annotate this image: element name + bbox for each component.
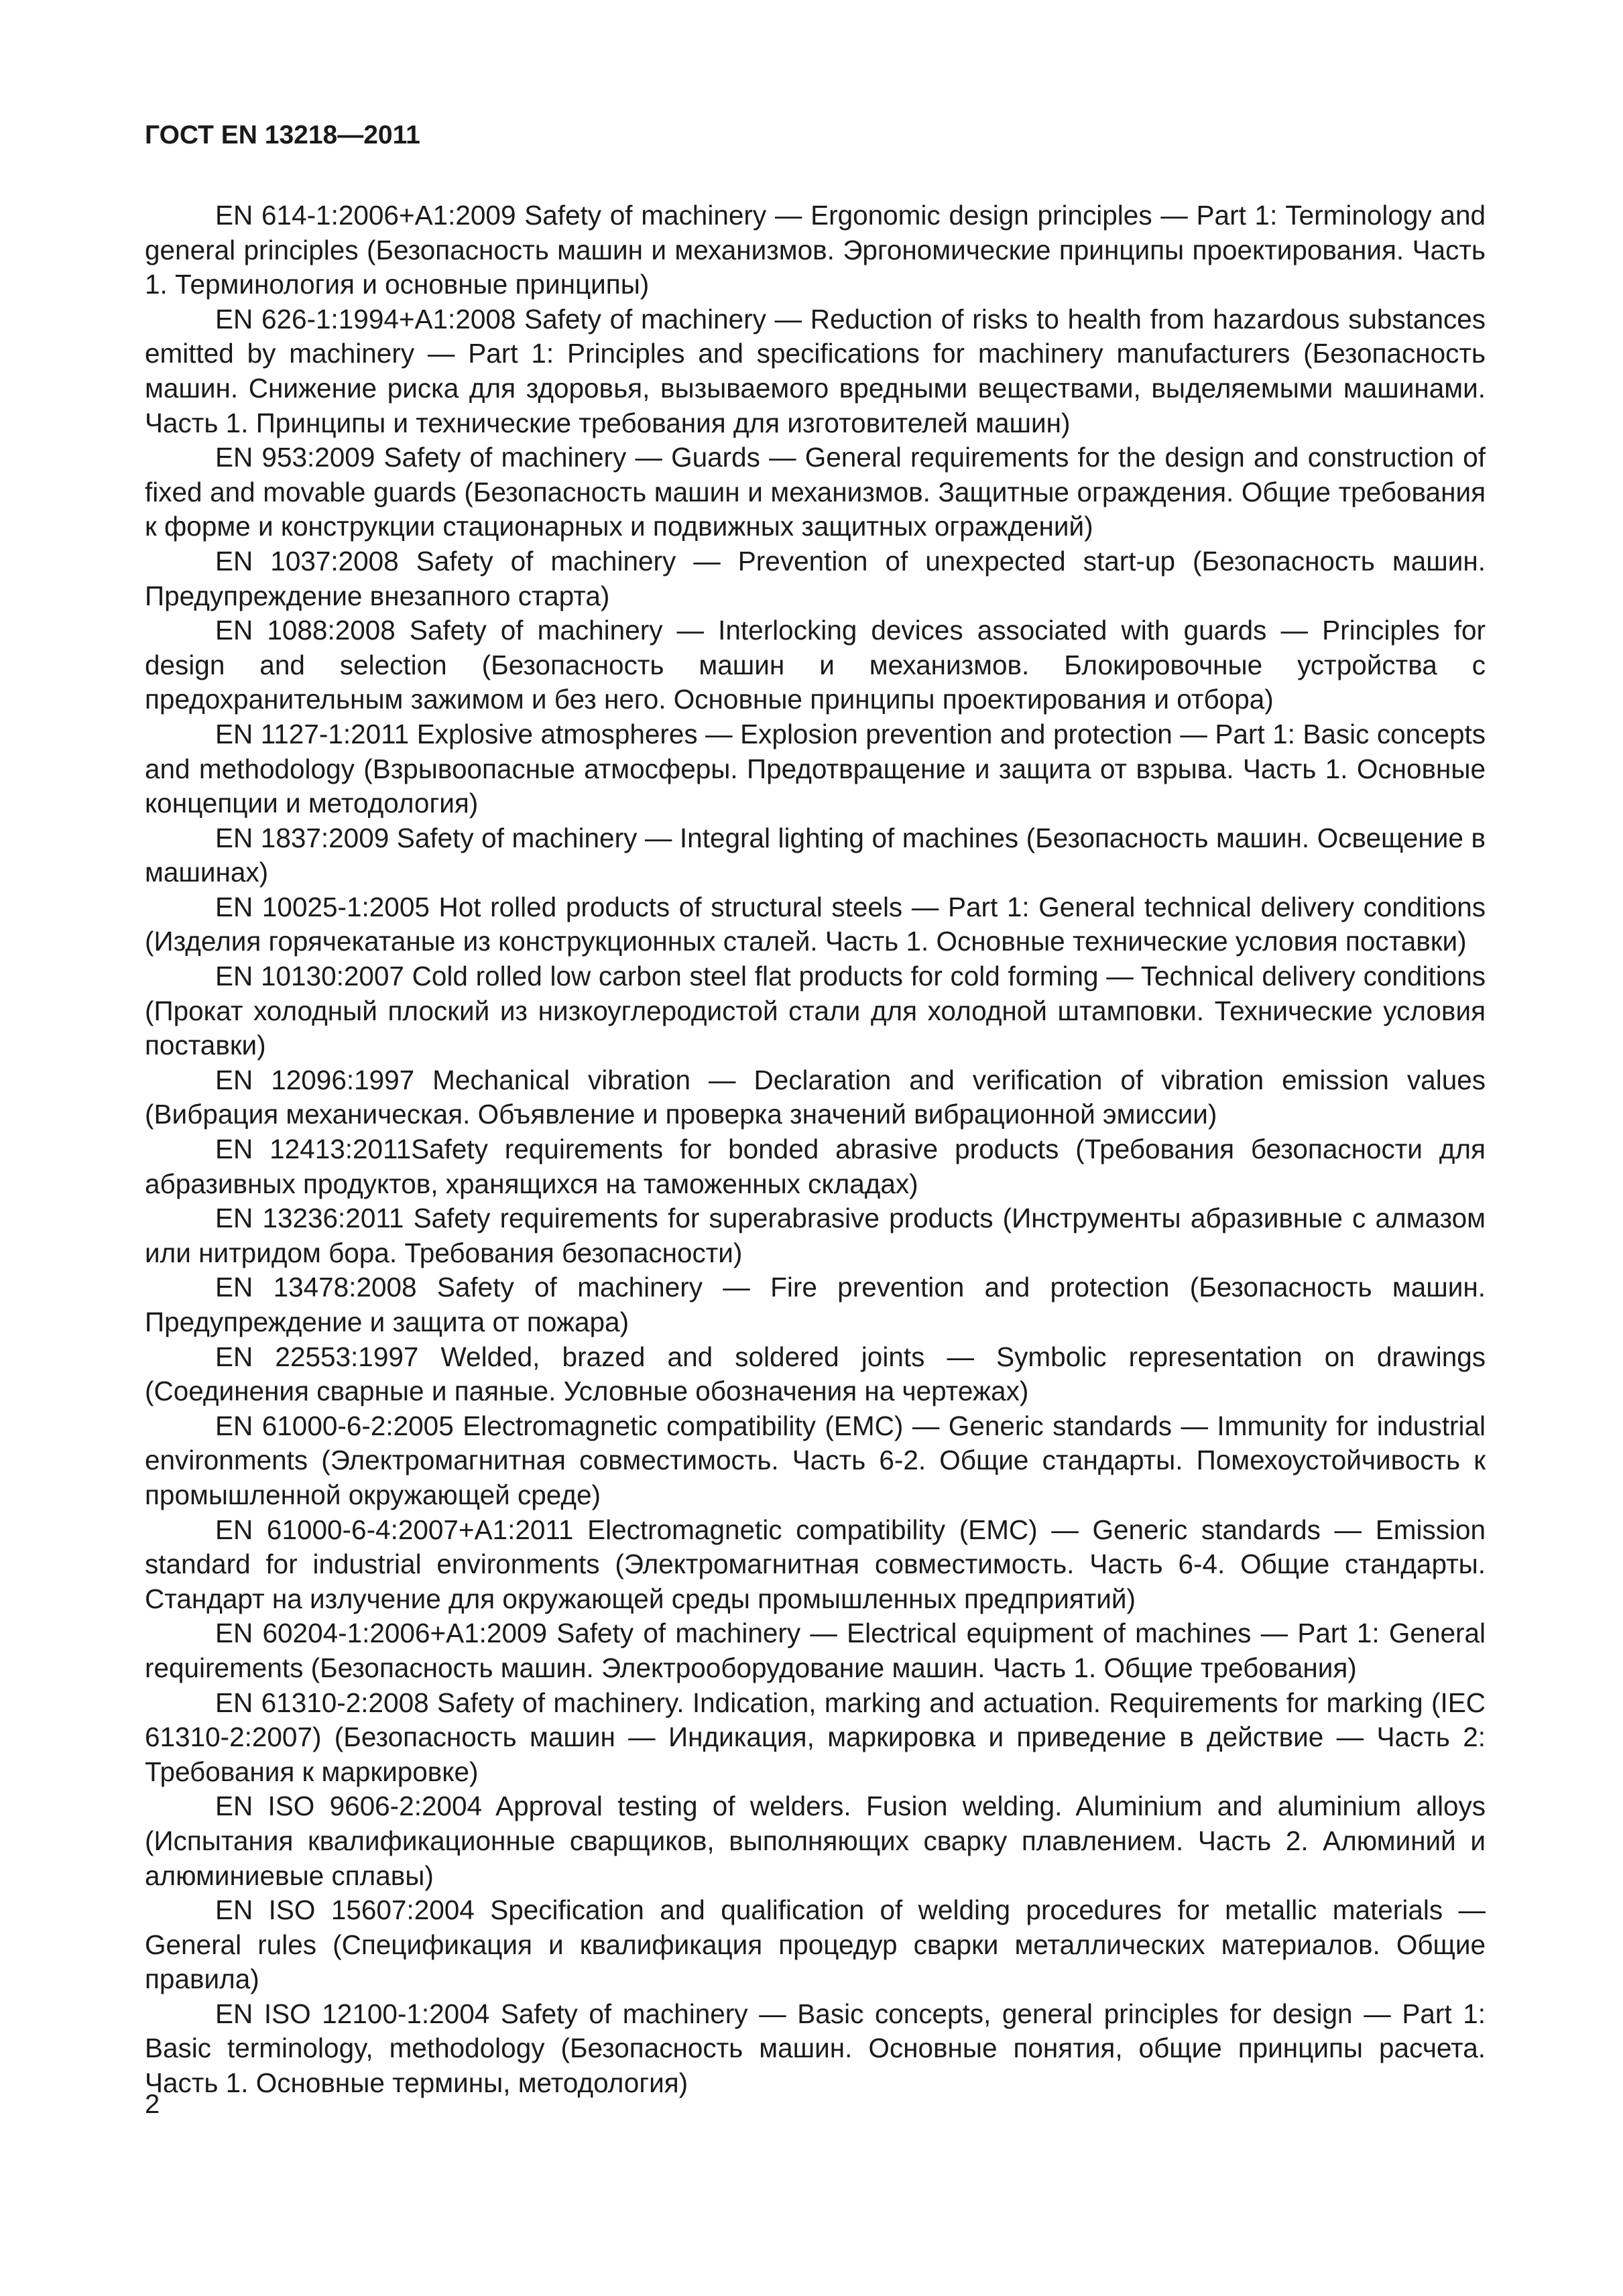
reference-entry: EN 12096:1997 Mechanical vibration — Declaration and verification of vibration emission values (Вибрация механическая. Объявление и проверка значений вибрационной эмиссии) bbox=[145, 1064, 1486, 1130]
reference-entry: EN 13236:2011 Safety requirements for superabrasive products (Инструменты абразивные с алмазом или нитридом бора. Требования безопасности) bbox=[145, 1203, 1486, 1268]
reference-entry: EN 61000-6-2:2005 Electromagnetic compatibility (EMC) — Generic standards — Immunity for industrial environments (Электромагнитная совместимость. Часть 6-2. Общие стандарты. Помехоустойчивость к промышленной окружающей среде) bbox=[145, 1410, 1486, 1510]
document-header bbox=[145, 121, 420, 150]
reference-entry: EN 1837:2009 Safety of machinery — Integral lighting of machines (Безопасность машин. Освещение в машинах) bbox=[145, 822, 1486, 888]
reference-entry: EN 953:2009 Safety of machinery — Guards — General requirements for the design and construction of fixed and movable guards (Безопасность машин и механизмов. Защитные ограждения. Общие требования к форме и конструкции стационарных и подвижных защитных ограждений) bbox=[145, 442, 1486, 542]
reference-entry: EN 61000-6-4:2007+A1:2011 Electromagnetic compatibility (EMC) — Generic standards — Emission standard for industrial environments (Электромагнитная совместимость. Часть 6-4. Общие стандарты. Стандарт на излучение для окружающей среды промышленных предприятий) bbox=[145, 1514, 1486, 1614]
reference-entry: EN ISO 12100-1:2004 Safety of machinery — Basic concepts, general principles for design — Part 1: Basic terminology, methodology (Безопасность машин. Основные понятия, общие принципы расчета. Часть 1. Основные термины, методология) bbox=[145, 1998, 1486, 2099]
reference-entry: EN 10130:2007 Cold rolled low carbon steel flat products for cold forming — Technical delivery conditions (Прокат холодный плоский из низкоуглеродистой стали для холодной штамповки. Технические условия поставки) bbox=[145, 961, 1486, 1061]
reference-entry: EN 1037:2008 Safety of machinery — Prevention of unexpected start-up (Безопасность машин. Предупреждение внезапного старта) bbox=[145, 545, 1486, 611]
reference-entry: EN 60204-1:2006+A1:2009 Safety of machinery — Electrical equipment of machines — Part 1: General requirements (Безопасность машин. Электрооборудование машин. Часть 1. Общие требования) bbox=[145, 1618, 1486, 1683]
reference-entry: EN 1088:2008 Safety of machinery — Interlocking devices associated with guards — Principles for design and selection (Безопасность машин и механизмов. Блокировочные устройства с предохранительным зажимом и без него. Основные принципы проектирования и отбора) bbox=[145, 615, 1486, 715]
normative-references-list bbox=[145, 198, 1486, 2101]
reference-entry: EN 10025-1:2005 Hot rolled products of structural steels — Part 1: General technical delivery conditions (Изделия горячекатаные из конструкционных сталей. Часть 1. Основные технические условия поставки) bbox=[145, 891, 1486, 957]
standard-designation: ГОСТ EN 13218—2011 bbox=[145, 121, 420, 149]
reference-entry: EN 22553:1997 Welded, brazed and soldered joints — Symbolic representation on drawings (Соединения сварные и паяные. Условные обозначения на чертежах) bbox=[145, 1341, 1486, 1407]
reference-entry: EN 614-1:2006+A1:2009 Safety of machinery — Ergonomic design principles — Part 1: Terminology and general principles (Безопасность машин и механизмов. Эргономические принципы проектирования. Часть 1. Терминология и основные принципы) bbox=[145, 200, 1486, 300]
reference-entry: EN 61310-2:2008 Safety of machinery. Indication, marking and actuation. Requirements for marking (IEC 61310-2:2007) (Безопасность машин — Индикация, маркировка и приведение в действие — Часть 2: Требования к маркировке) bbox=[145, 1687, 1486, 1787]
reference-entry: EN 626-1:1994+A1:2008 Safety of machinery — Reduction of risks to health from hazardous substances emitted by machinery — Part 1: Principles and specifications for machinery manufacturers (Безопасность машин. Снижение риска для здоровья, вызываемого вредными веществами, выделяемыми машинами. Часть 1. Принципы и технические требования для изготовителей машин) bbox=[145, 303, 1486, 438]
reference-entry: EN 1127-1:2011 Explosive atmospheres — Explosion prevention and protection — Part 1: Basic concepts and methodology (Взрывоопасные атмосферы. Предотвращение и защита от взрыва. Часть 1. Основные концепции и методология) bbox=[145, 718, 1486, 819]
page-number: 2 bbox=[145, 2090, 160, 2119]
reference-entry: EN 13478:2008 Safety of machinery — Fire prevention and protection (Безопасность машин. Предупреждение и защита от пожара) bbox=[145, 1272, 1486, 1337]
reference-entry: EN 12413:2011Safety requirements for bonded abrasive products (Требования безопасности для абразивных продуктов, хранящихся на таможенных складах) bbox=[145, 1134, 1486, 1199]
reference-entry: EN ISO 15607:2004 Specification and qualification of welding procedures for metallic materials — General rules (Спецификация и квалификация процедур сварки металлических материалов. Общие правила) bbox=[145, 1894, 1486, 1995]
reference-entry: EN ISO 9606-2:2004 Approval testing of welders. Fusion welding. Aluminium and aluminium alloys (Испытания квалификационные сварщиков, выполняющих сварку плавлением. Часть 2. Алюминий и алюминиевые сплавы) bbox=[145, 1791, 1486, 1891]
